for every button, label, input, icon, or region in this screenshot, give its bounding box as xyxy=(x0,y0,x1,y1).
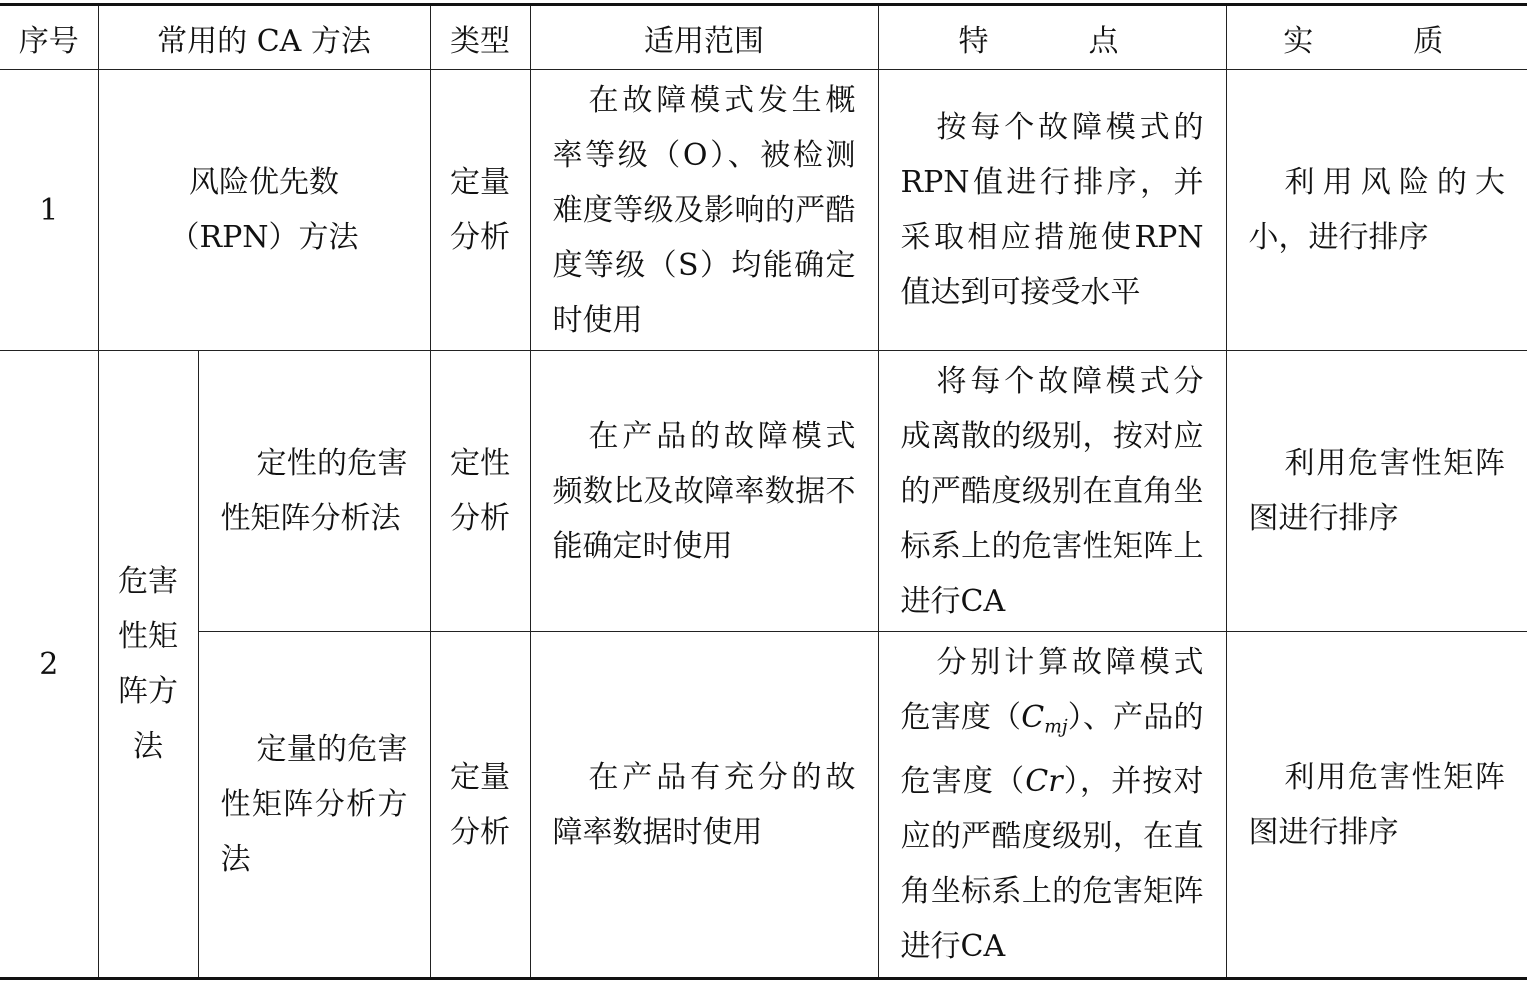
feature-text: 将每个故障模式分成离散的级别，按对应的严酷度级别在直角坐标系上的危害性矩阵上进行CA xyxy=(900,363,1204,619)
type-text: 定量分析 xyxy=(450,759,511,850)
essence-text: 利用风险的大小，进行排序 xyxy=(1248,165,1506,255)
header-type: 类型 xyxy=(430,5,530,70)
essence-cell xyxy=(1226,632,1527,979)
method-text: 定性的危害性矩阵分析法 xyxy=(220,446,408,536)
method-cell xyxy=(98,70,430,351)
row-number: 2 xyxy=(0,351,98,979)
header-essence-label: 实 质 xyxy=(1283,23,1471,59)
scope-cell xyxy=(530,70,878,351)
header-feature-label: 特 点 xyxy=(958,23,1146,59)
scope-text: 在产品有充分的故障率数据时使用 xyxy=(552,759,856,850)
feature-subscript-mj: mj xyxy=(1044,716,1068,738)
essence-text: 利用危害性矩阵图进行排序 xyxy=(1248,446,1506,536)
header-row xyxy=(0,5,1527,70)
group-cell xyxy=(98,351,198,979)
type-text: 定量分析 xyxy=(450,165,511,255)
feature-symbol-c: C xyxy=(1021,699,1045,735)
header-essence xyxy=(1226,5,1527,70)
method-cell xyxy=(198,351,430,632)
scope-text: 在产品的故障模式频数比及故障率数据不能确定时使用 xyxy=(552,418,856,564)
ca-methods-table xyxy=(0,3,1527,980)
scope-cell xyxy=(530,632,878,979)
scope-text: 在故障模式发生概率等级（O）、被检测难度等级及影响的严酷度等级（S）均能确定时使用 xyxy=(552,82,856,338)
feature-text: 按每个故障模式的RPN值进行排序，并采取相应措施使RPN值达到可接受水平 xyxy=(900,110,1204,310)
type-cell xyxy=(430,70,530,351)
feature-text-part: ）、产品的危害度（ xyxy=(900,699,1204,800)
row-number: 1 xyxy=(0,70,98,351)
header-no: 序号 xyxy=(0,5,98,70)
feature-cell xyxy=(878,351,1226,632)
essence-cell xyxy=(1226,70,1527,351)
essence-cell xyxy=(1226,351,1527,632)
type-cell xyxy=(430,632,530,979)
header-feature xyxy=(878,5,1226,70)
table-row xyxy=(0,632,1527,979)
feature-text-part: ），并按对应的严酷度级别，在直角坐标系上的危害矩阵进行CA xyxy=(900,764,1204,965)
type-cell xyxy=(430,351,530,632)
type-text: 定性分析 xyxy=(450,446,511,536)
feature-symbol-cr: Cr xyxy=(1025,764,1063,800)
table-row xyxy=(0,70,1527,351)
header-scope: 适用范围 xyxy=(530,5,878,70)
feature-text xyxy=(879,635,1226,975)
method-text: 定量的危害性矩阵分析方法 xyxy=(220,732,408,877)
feature-cell xyxy=(878,632,1226,979)
essence-text: 利用危害性矩阵图进行排序 xyxy=(1248,759,1506,850)
group-text: 危害性矩阵方法 xyxy=(118,564,178,764)
method-cell xyxy=(198,632,430,979)
header-method: 常用的 CA 方法 xyxy=(98,5,430,70)
scope-cell xyxy=(530,351,878,632)
feature-cell xyxy=(878,70,1226,351)
feature-text-part: 分别计算故障模式危害度（ xyxy=(900,644,1204,735)
method-text: 风险优先数（RPN）方法 xyxy=(169,165,359,255)
table-row xyxy=(0,351,1527,632)
